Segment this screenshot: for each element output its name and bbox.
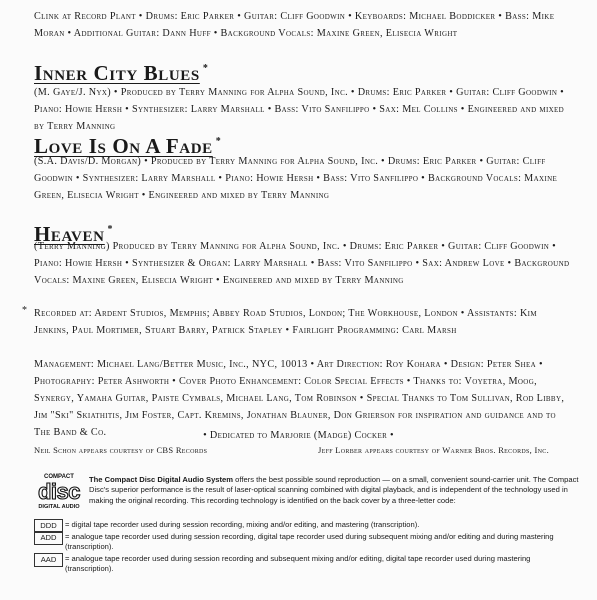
code-desc-ddd: = digital tape recorder used during session recording, mixing and/or editing, and mastering (transcription).: [65, 520, 420, 529]
recorded-at-credits: Recorded at: Ardent Studios, Memphis; Abbey Road Studios, London; The Workhouse, London • Assistants: Kim Jenkins, Paul Mortimer, Stuart Barry, Patrick Stapley • Fairlight Programming: Carl Marsh: [34, 308, 537, 336]
code-box-aad: AAD: [34, 553, 63, 567]
intro-credits: Clink at Record Plant • Drums: Eric Parker • Guitar: Cliff Goodwin • Keyboards: Michael Boddicker • Bass: Mike Moran • Additional Guitar: Dann Huff • Background Vocals: Maxine Green, Elisecia Wright: [34, 11, 555, 39]
courtesy-jeff-lorber: Jeff Lorber appears courtesy of Warner Bros. Records, Inc.: [318, 445, 549, 455]
song-credits-love-is-on-a-fade: (S.A. Davis/D. Morgan) • Produced by Terry Manning for Alpha Sound, Inc. • Drums: Eric Parker • Guitar: Cliff Goodwin • Synthesizer: Larry Marshall • Piano: Howie Hersh • Bass: Vito Sanfilippo • Background Vocals: Maxine Green, Elisecia Wright • Engineered and mixed by Terry Manning: [34, 156, 558, 201]
code-box-add: ADD: [34, 531, 63, 545]
code-desc-add: = analogue tape recorder used during session recording, digital tape recorder used during subsequent mixing and/or editing and during mastering (transcription).: [65, 532, 554, 552]
song-credits-inner-city-blues: (M. Gaye/J. Nyx) • Produced by Terry Manning for Alpha Sound, Inc. • Drums: Eric Parker • Guitar: Cliff Goodwin • Piano: Howie Hersh • Synthesizer: Larry Marshall • Bass: Vito Sanfilippo • Sax: Mel Collins • Engineered and mixed by Terry Manning: [34, 87, 565, 132]
logo-compact-text: COMPACT: [44, 474, 74, 480]
compact-disc-logo: [33, 472, 85, 510]
cd-system-heading: The Compact Disc Digital Audio System: [89, 475, 234, 484]
courtesy-neil-schon: Neil Schon appears courtesy of CBS Records: [34, 445, 208, 455]
management-credits: Management: Michael Lang/Better Music, Inc., NYC, 10013 • Art Direction: Roy Kohara • Design: Peter Shea • Photography: Peter Ashworth • Cover Photo Enhancement: Color Special Effects • Thanks to: Voyetra, Moog, Synergy, Yamaha Guitar, Paiste Cymbals, Michael Lang, Tom Robinson • Special Thanks to Tom Sullivan, Rod Libby, Jim "Ski" Skiathitis, Jim Foster, Capt. Kremins, Jonathan Blauner, Don Grierson for inspiration and guidance and to The Band & Co.: [34, 359, 565, 438]
song-title-love-is-on-a-fade: Love Is On A Fade *: [34, 134, 222, 158]
song-title-inner-city-blues: Inner City Blues *: [34, 61, 209, 85]
logo-digital-audio-text: DIGITAL AUDIO: [38, 504, 80, 510]
cd-system-description: [89, 475, 579, 506]
song-credits-heaven: (Terry Manning) Produced by Terry Manning for Alpha Sound, Inc. • Drums: Eric Parker • Guitar: Cliff Goodwin • Piano: Howie Hersh • Synthesizer & Organ: Larry Marshall • Bass: Vito Sanfilippo • Sax: Andrew Love • Background Vocals: Maxine Green, Elisecia Wright • Engineered and mixed by Terry Manning: [34, 241, 570, 286]
logo-disc-text: disc: [37, 479, 81, 504]
code-box-ddd: DDD: [34, 519, 63, 533]
code-desc-aad: = analogue tape recorder used during session recording and subsequent mixing and/or editing, digital tape recorder used during mastering (transcription).: [65, 554, 531, 574]
cd-system-text: offers the best possible sound reproduction — on a small, convenient sound-carrier unit. The Compact Disc's superior performance is the result of laser-optical scanning combined with digital playback, and is independent of the technology used in making the original recording. This recording technology is identified on the back cover by a three-letter code:: [89, 475, 579, 505]
recorded-asterisk: *: [22, 305, 27, 316]
song-title-heaven: Heaven *: [34, 222, 114, 246]
dedication: • Dedicated to Marjorie (Madge) Cocker •: [203, 430, 394, 441]
